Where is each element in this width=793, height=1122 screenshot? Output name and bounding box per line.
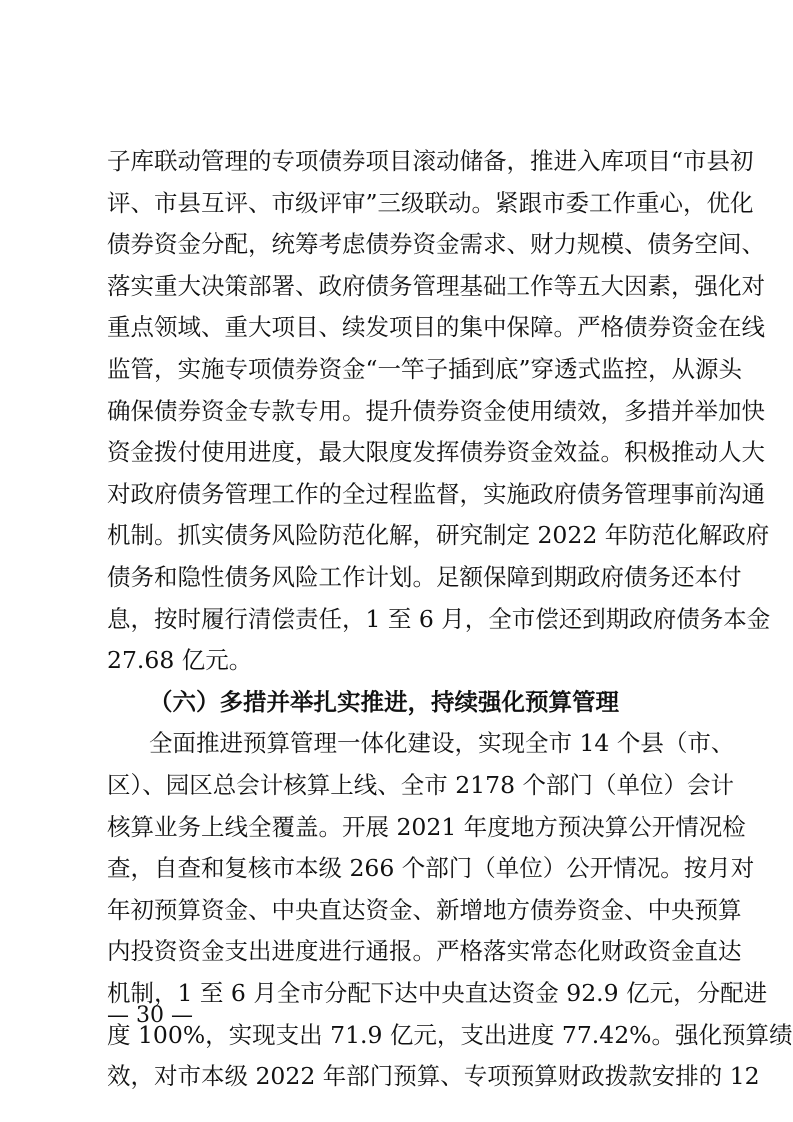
body-text-line: 年初预算资金、中央直达资金、新增地方债券资金、中央预算 [107, 896, 742, 924]
body-text-line: 度 100%，实现支出 71.9 亿元，支出进度 77.42%。强化预算绩 [107, 1021, 793, 1049]
body-text-line: 查，自查和复核市本级 266 个部门（单位）公开情况。按月对 [107, 854, 755, 882]
body-text-line: 债务和隐性债务风险工作计划。足额保障到期政府债务还本付 [107, 563, 742, 591]
body-text-line: 机制，1 至 6 月全市分配下达中央直达资金 92.9 亿元，分配进 [107, 979, 768, 1007]
body-text-line: 落实重大决策部署、政府债务管理基础工作等五大因素，强化对 [107, 272, 765, 300]
body-text-line: 机制。抓实债务风险防范化解，研究制定 2022 年防范化解政府 [107, 521, 770, 549]
body-text-line: 监管，实施专项债券资金“一竿子插到底”穿透式监控，从源头 [107, 355, 743, 383]
body-text-line: 重点领域、重大项目、续发项目的集中保障。严格债券资金在线 [107, 313, 765, 341]
page-number: — 30 — [107, 1003, 193, 1028]
body-text-line: 评、市县互评、市级评审”三级联动。紧跟市委工作重心，优化 [107, 189, 754, 217]
body-text-line: 债券资金分配，统筹考虑债券资金需求、财力规模、债务空间、 [107, 230, 765, 258]
body-text-line: 资金拨付使用进度，最大限度发挥债券资金效益。积极推动人大 [107, 438, 765, 466]
body-text-line: 内投资资金支出进度进行通报。严格落实常态化财政资金直达 [107, 937, 742, 965]
body-text-line: 核算业务上线全覆盖。开展 2021 年度地方预决算公开情况检 [107, 813, 746, 841]
body-text-line: 子库联动管理的专项债券项目滚动储备，推进入库项目“市县初 [107, 147, 754, 175]
body-text-line: 确保债券资金专款专用。提升债券资金使用绩效，多措并举加快 [107, 397, 765, 425]
body-text-line: 27.68 亿元。 [107, 646, 253, 674]
body-text-line: 效，对市本级 2022 年部门预算、专项预算财政拨款安排的 12 [107, 1062, 760, 1090]
body-text-line: 对政府债务管理工作的全过程监督，实施政府债务管理事前沟通 [107, 480, 765, 508]
section-heading: （六）多措并举扎实推进，持续强化预算管理 [149, 688, 619, 716]
body-text-line: 全面推进预算管理一体化建设，实现全市 14 个县（市、 [149, 729, 735, 757]
body-text-line: 区）、园区总会计核算上线、全市 2178 个部门（单位）会计 [107, 771, 734, 799]
body-text-line: 息，按时履行清偿责任，1 至 6 月，全市偿还到期政府债务本金 [107, 605, 771, 633]
